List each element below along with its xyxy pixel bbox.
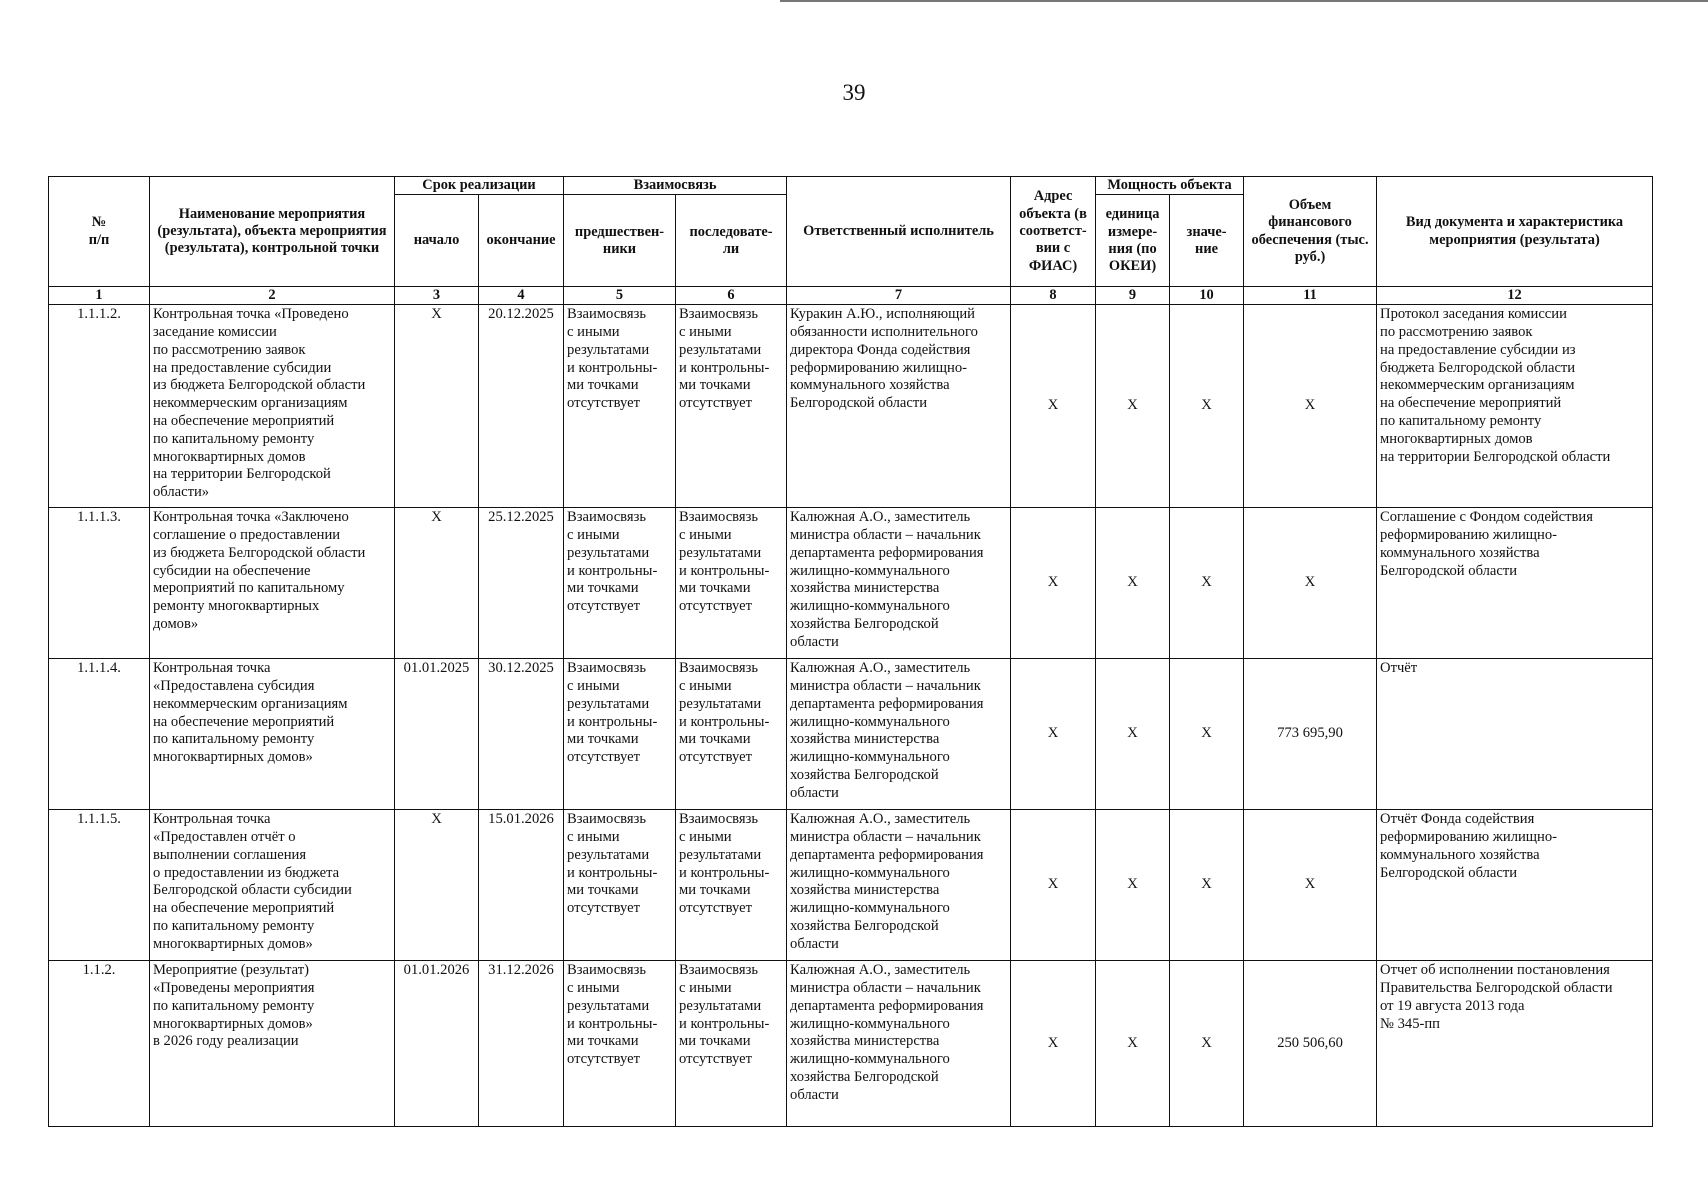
table-row xyxy=(49,305,1653,508)
row-unit: X xyxy=(1096,810,1170,961)
row-value: X xyxy=(1170,810,1244,961)
row-address: X xyxy=(1011,961,1096,1127)
header-name: Наименование мероприятия (результата), объекта мероприятия (результата), контрольной точки xyxy=(150,177,395,287)
row-number: 1.1.1.2. xyxy=(49,305,150,508)
row-address: X xyxy=(1011,659,1096,810)
row-number: 1.1.1.3. xyxy=(49,508,150,659)
column-number: 10 xyxy=(1170,287,1244,305)
row-start: X xyxy=(395,810,479,961)
row-unit: X xyxy=(1096,305,1170,508)
header-row-1 xyxy=(49,177,1653,195)
row-value: X xyxy=(1170,508,1244,659)
row-end: 31.12.2026 xyxy=(479,961,564,1127)
row-finance: X xyxy=(1244,810,1377,961)
header-capacity-unit: единица измере-ния (по ОКЕИ) xyxy=(1096,195,1170,287)
row-finance: 773 695,90 xyxy=(1244,659,1377,810)
row-value: X xyxy=(1170,961,1244,1127)
row-unit: X xyxy=(1096,659,1170,810)
row-unit: X xyxy=(1096,961,1170,1127)
row-successors: Взаимосвязь с иными результатами и контрольны- ми точками отсутствует xyxy=(676,305,787,508)
row-executor: Калюжная А.О., заместитель министра области – начальник департамента реформирования жилищно-коммунального хозяйства министерства жилищно-коммунального хозяйства Белгородской области xyxy=(787,508,1011,659)
column-number: 8 xyxy=(1011,287,1096,305)
row-name: Мероприятие (результат) «Проведены мероприятия по капитальному ремонту многоквартирных домов» в 2026 году реализации xyxy=(150,961,395,1127)
row-end: 15.01.2026 xyxy=(479,810,564,961)
row-executor: Куракин А.Ю., исполняющий обязанности исполнительного директора Фонда содействия реформированию жилищно- коммунального хозяйства Белгородской области xyxy=(787,305,1011,508)
row-name: Контрольная точка «Заключено соглашение о предоставлении из бюджета Белгородской области субсидии на обеспечение мероприятий по капитальному ремонту многоквартирных домов» xyxy=(150,508,395,659)
row-executor: Калюжная А.О., заместитель министра области – начальник департамента реформирования жилищно-коммунального хозяйства министерства жилищно-коммунального хозяйства Белгородской области xyxy=(787,659,1011,810)
header-relation-next: последовате- ли xyxy=(676,195,787,287)
table-row xyxy=(49,508,1653,659)
row-start: X xyxy=(395,508,479,659)
header-period-end: окончание xyxy=(479,195,564,287)
column-number: 6 xyxy=(676,287,787,305)
row-address: X xyxy=(1011,305,1096,508)
table-row xyxy=(49,961,1653,1127)
row-predecessors: Взаимосвязь с иными результатами и контрольны- ми точками отсутствует xyxy=(564,961,676,1127)
row-predecessors: Взаимосвязь с иными результатами и контрольны- ми точками отсутствует xyxy=(564,305,676,508)
row-value: X xyxy=(1170,305,1244,508)
top-scan-rule xyxy=(780,0,1708,2)
header-doc: Вид документа и характеристика мероприятия (результата) xyxy=(1377,177,1653,287)
header-num: № п/п xyxy=(49,177,150,287)
row-start: 01.01.2026 xyxy=(395,961,479,1127)
row-successors: Взаимосвязь с иными результатами и контрольны- ми точками отсутствует xyxy=(676,810,787,961)
row-successors: Взаимосвязь с иными результатами и контрольны- ми точками отсутствует xyxy=(676,508,787,659)
row-number: 1.1.2. xyxy=(49,961,150,1127)
column-number: 3 xyxy=(395,287,479,305)
row-address: X xyxy=(1011,810,1096,961)
header-capacity-value: значе- ние xyxy=(1170,195,1244,287)
row-document: Протокол заседания комиссии по рассмотрению заявок на предоставление субсидии из бюджета Белгородской области некоммерческим организациям на обеспечение мероприятий по капитальному ремонту многоквартирных домов на территории Белгородской области xyxy=(1377,305,1653,508)
row-unit: X xyxy=(1096,508,1170,659)
column-numbers-row xyxy=(49,287,1653,305)
row-value: X xyxy=(1170,659,1244,810)
row-end: 20.12.2025 xyxy=(479,305,564,508)
column-number: 2 xyxy=(150,287,395,305)
row-document: Отчёт xyxy=(1377,659,1653,810)
row-executor: Калюжная А.О., заместитель министра области – начальник департамента реформирования жилищно-коммунального хозяйства министерства жилищно-коммунального хозяйства Белгородской области xyxy=(787,810,1011,961)
header-relation-prev: предшествен- ники xyxy=(564,195,676,287)
row-name: Контрольная точка «Предоставлен отчёт о выполнении соглашения о предоставлении из бюджета Белгородской области субсидии на обеспечение мероприятий по капитальному ремонту многоквартирных домов» xyxy=(150,810,395,961)
header-executor: Ответственный исполнитель xyxy=(787,177,1011,287)
implementation-plan-table xyxy=(48,176,1653,1127)
row-start: 01.01.2025 xyxy=(395,659,479,810)
row-predecessors: Взаимосвязь с иными результатами и контрольны- ми точками отсутствует xyxy=(564,659,676,810)
header-address: Адрес объекта (в соответст-вии с ФИАС) xyxy=(1011,177,1096,287)
row-end: 30.12.2025 xyxy=(479,659,564,810)
column-number: 11 xyxy=(1244,287,1377,305)
row-document: Отчет об исполнении постановления Правительства Белгородской области от 19 августа 2013 года № 345-пп xyxy=(1377,961,1653,1127)
column-number: 1 xyxy=(49,287,150,305)
row-finance: X xyxy=(1244,305,1377,508)
row-predecessors: Взаимосвязь с иными результатами и контрольны- ми точками отсутствует xyxy=(564,508,676,659)
row-document: Соглашение с Фондом содействия реформированию жилищно- коммунального хозяйства Белгородской области xyxy=(1377,508,1653,659)
row-name: Контрольная точка «Проведено заседание комиссии по рассмотрению заявок на предоставление субсидии из бюджета Белгородской области некоммерческим организациям на обеспечение мероприятий по капитальному ремонту многоквартирных домов на территории Белгородской области» xyxy=(150,305,395,508)
header-period-start: начало xyxy=(395,195,479,287)
row-number: 1.1.1.4. xyxy=(49,659,150,810)
header-capacity-group: Мощность объекта xyxy=(1096,177,1244,195)
row-address: X xyxy=(1011,508,1096,659)
row-document: Отчёт Фонда содействия реформированию жилищно- коммунального хозяйства Белгородской области xyxy=(1377,810,1653,961)
column-number: 7 xyxy=(787,287,1011,305)
column-number: 12 xyxy=(1377,287,1653,305)
column-number: 9 xyxy=(1096,287,1170,305)
table-row xyxy=(49,659,1653,810)
row-name: Контрольная точка «Предоставлена субсидия некоммерческим организациям на обеспечение мероприятий по капитальному ремонту многоквартирных домов» xyxy=(150,659,395,810)
header-finance: Объем финансового обеспечения (тыс. руб.) xyxy=(1244,177,1377,287)
row-finance: 250 506,60 xyxy=(1244,961,1377,1127)
column-number: 5 xyxy=(564,287,676,305)
table-row xyxy=(49,810,1653,961)
row-number: 1.1.1.5. xyxy=(49,810,150,961)
row-finance: X xyxy=(1244,508,1377,659)
header-period-group: Срок реализации xyxy=(395,177,564,195)
page-number: 39 xyxy=(842,80,866,105)
row-predecessors: Взаимосвязь с иными результатами и контрольны- ми точками отсутствует xyxy=(564,810,676,961)
row-executor: Калюжная А.О., заместитель министра области – начальник департамента реформирования жилищно-коммунального хозяйства министерства жилищно-коммунального хозяйства Белгородской области xyxy=(787,961,1011,1127)
row-successors: Взаимосвязь с иными результатами и контрольны- ми точками отсутствует xyxy=(676,961,787,1127)
row-end: 25.12.2025 xyxy=(479,508,564,659)
row-start: X xyxy=(395,305,479,508)
column-number: 4 xyxy=(479,287,564,305)
header-relation-group: Взаимосвязь xyxy=(564,177,787,195)
row-successors: Взаимосвязь с иными результатами и контрольны- ми точками отсутствует xyxy=(676,659,787,810)
